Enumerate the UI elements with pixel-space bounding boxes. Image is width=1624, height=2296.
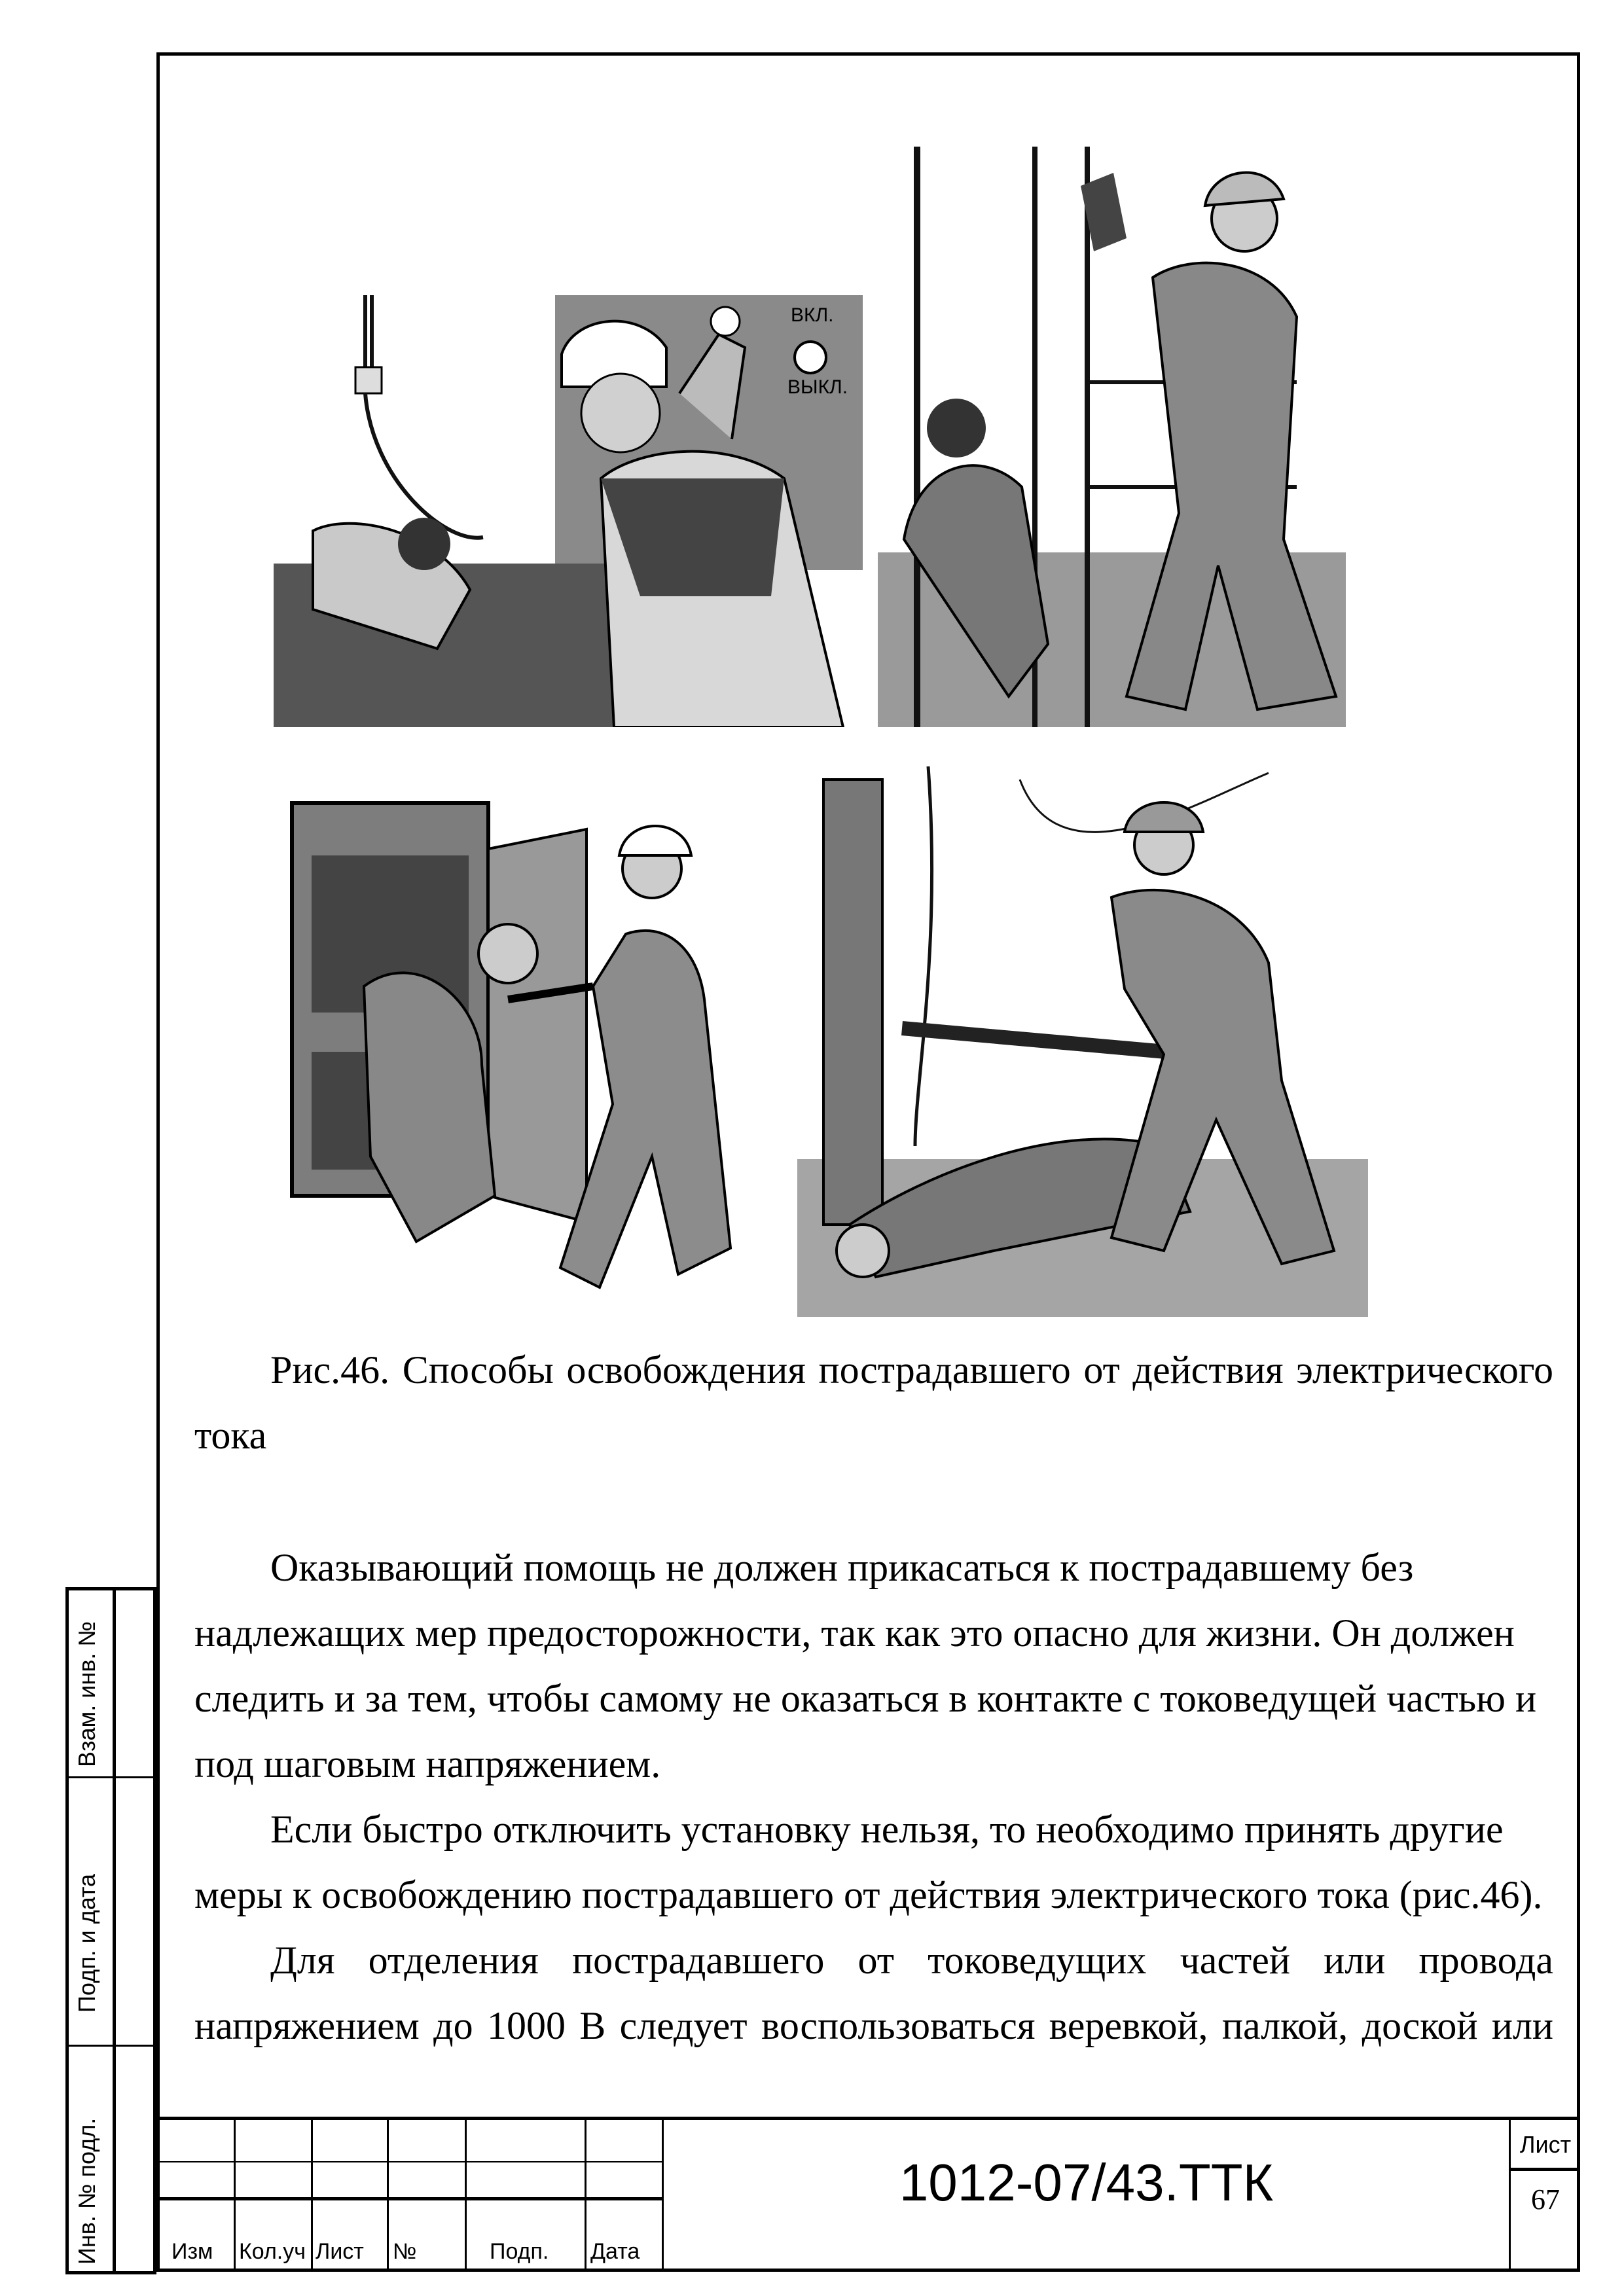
illustration-switch-off: [274, 282, 873, 727]
title-block-row-line: [156, 2161, 662, 2162]
side-stamp-divider: [113, 1587, 116, 2274]
figure-caption-continuation: тока: [194, 1414, 267, 1457]
title-block-col-line: [311, 2117, 313, 2272]
side-stamp-label-signature-date: Подп. и дата: [73, 1873, 100, 2013]
title-block-col-line: [465, 2117, 467, 2272]
switch-off-label: ВЫКЛ.: [787, 376, 848, 398]
column-label-sheet: Лист: [316, 2239, 364, 2264]
illustration-lever-wire-away: [797, 753, 1368, 1317]
column-label-number: №: [393, 2239, 417, 2264]
sheet-number: 67: [1531, 2183, 1560, 2215]
document-code: 1012-07/43.ТТК: [899, 2153, 1274, 2212]
body-paragraph-1-line-4: под шаговым напряжением.: [194, 1742, 661, 1785]
side-stamp-label-original-inv: Инв. № подл.: [73, 2117, 100, 2265]
body-paragraph-2-line-1: Если быстро отключить установку нельзя, то необходимо принять другие: [270, 1808, 1504, 1851]
body-paragraph-3-line-1: Для отделения пострадавшего от токоведущих частей или провода: [270, 1939, 1553, 1982]
title-block-sheet-divider: [1509, 2168, 1580, 2171]
title-block-col-line: [387, 2117, 389, 2272]
body-paragraph-1-line-2: надлежащих мер предосторожности, так как это опасно для жизни. Он должен: [194, 1611, 1515, 1655]
column-label-signature: Подп.: [490, 2239, 549, 2264]
switch-on-label: ВКЛ.: [791, 304, 834, 326]
sheet-label: Лист: [1519, 2131, 1572, 2158]
side-stamp-row-line: [65, 2045, 156, 2047]
side-stamp-row-line: [65, 1776, 156, 1778]
body-paragraph-1-line-1: Оказывающий помощь не должен прикасаться к пострадавшему без: [270, 1546, 1414, 1589]
column-label-quantity: Кол.уч: [239, 2239, 306, 2264]
title-block-col-line: [585, 2117, 586, 2272]
illustration-pull-away-cabinet: [285, 790, 768, 1309]
figure-caption: Рис.46. Способы освобождения пострадавшего от действия электрического: [270, 1348, 1553, 1391]
body-paragraph-2-line-2: меры к освобождению пострадавшего от действия электрического тока (рис.46).: [194, 1873, 1543, 1916]
column-label-date: Дата: [590, 2239, 640, 2264]
column-label-change: Изм: [171, 2239, 213, 2264]
body-paragraph-3-line-2: напряжением до 1000 В следует воспользоваться веревкой, палкой, доской или: [194, 2004, 1553, 2047]
side-stamp-label-replacement-inv: Взам. инв. №: [73, 1621, 100, 1767]
illustration-cut-wire-axe: [878, 147, 1346, 727]
title-block-top-line: [156, 2117, 1580, 2120]
body-paragraph-1-line-3: следить и за тем, чтобы самому не оказаться в контакте с токоведущей частью и: [194, 1677, 1537, 1720]
title-block-col-line: [234, 2117, 236, 2272]
title-block-row-line: [156, 2197, 662, 2200]
